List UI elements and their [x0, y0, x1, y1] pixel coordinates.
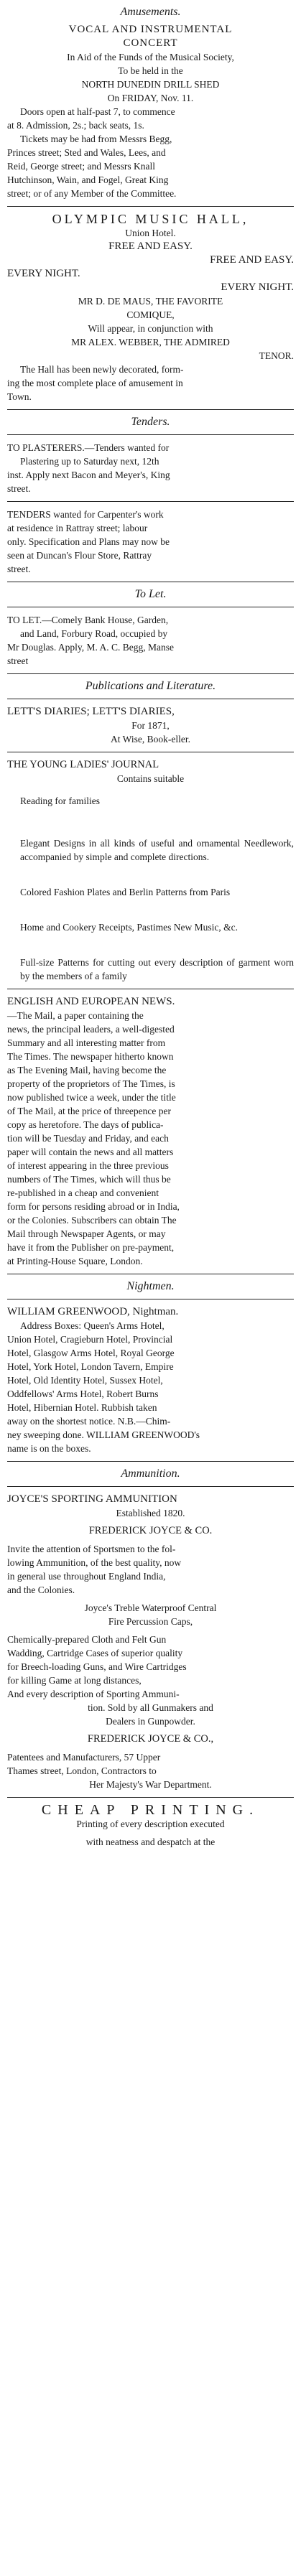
ad-line: Dealers in Gunpowder. — [106, 1716, 195, 1727]
ad-line: property of the proprietors of The Times, is — [7, 1078, 175, 1089]
music-hall-line: MR D. DE MAUS, THE FAVORITE — [78, 296, 223, 307]
section-heading-publications: Publications and Literature. — [85, 680, 216, 692]
ad-line: Plastering up to Saturday next, 12th — [20, 456, 159, 467]
concert-venue: NORTH DUNEDIN DRILL SHED — [81, 79, 220, 90]
ad-line: have it from the Publisher on pre-payment, — [7, 1242, 175, 1253]
music-hall-line: The Hall has been newly decorated, form- — [20, 364, 184, 375]
concert-line: street; or of any Member of the Committee. — [7, 188, 177, 199]
ad-line: TO PLASTERERS.—Tenders wanted for — [7, 442, 170, 453]
ad-line: at Printing-House Square, London. — [7, 1256, 143, 1266]
ad-line: of The Mail, at the price of threepence per — [7, 1106, 172, 1116]
ad-line: street. — [7, 483, 31, 494]
printing-ad — [7, 1803, 294, 1849]
journal-item: Colored Fashion Plates and Berlin Patterns from Paris — [20, 887, 231, 897]
divider — [7, 206, 294, 207]
ad-line: Mail through Newspaper Agents, or may — [7, 1228, 166, 1239]
section-heading-ammunition: Ammunition. — [121, 1467, 180, 1480]
ad-line: Union Hotel, Cragieburn Hotel, Provincial — [7, 1334, 173, 1345]
printing-title: CHEAP PRINTING. — [41, 1802, 260, 1818]
ad-line: FREDERICK JOYCE & CO., — [87, 1733, 214, 1745]
ad-line: numbers of The Times, which will thus be — [7, 1174, 171, 1185]
ad-line: at residence in Rattray street; labour — [7, 523, 148, 533]
ad-line: Patentees and Manufacturers, 57 Upper — [7, 1752, 161, 1763]
music-hall-line: COMIQUE, — [126, 309, 175, 320]
section-heading-tenders: Tenders. — [131, 416, 170, 428]
concert-line: To be held in the — [118, 65, 183, 76]
ad-line: inst. Apply next Bacon and Meyer's, King — [7, 470, 170, 480]
ad-line: Address Boxes: Queen's Arms Hotel, — [20, 1320, 165, 1331]
ad-line: Fire Percussion Caps, — [108, 1616, 193, 1627]
ad-line: ENGLISH AND EUROPEAN NEWS. — [7, 996, 175, 1007]
ad-line: And every description of Sporting Ammuni- — [7, 1689, 180, 1699]
ad-line: street — [7, 655, 29, 666]
journal-item: Elegant Designs in all kinds of useful and ornamental Needlework, accompanied by simple and complete directions. — [20, 838, 294, 862]
ad-line: with neatness and despatch at the — [85, 1837, 216, 1847]
ad-line: Hotel, Old Identity Hotel, Sussex Hotel, — [7, 1375, 163, 1386]
ad-line: away on the shortest notice. N.B.—Chim- — [7, 1416, 171, 1427]
section-heading-amusements: Amusements. — [120, 6, 181, 18]
concert-line: Hutchinson, Wain, and Fogel, Great King — [7, 174, 169, 185]
ad-line: in general use throughout England India, — [7, 1571, 166, 1582]
ad-line: street. — [7, 564, 31, 574]
ad-line: of interest appearing in the three previous — [7, 1160, 169, 1171]
ad-line: FREDERICK JOYCE & CO. — [88, 1525, 213, 1536]
ad-line: Thames street, London, Contractors to — [7, 1765, 157, 1776]
music-hall-title: OLYMPIC MUSIC HALL, — [52, 212, 249, 226]
music-hall-line: Town. — [7, 391, 32, 402]
plasterers-ad — [7, 441, 294, 495]
music-hall-line: ing the most complete place of amusement in — [7, 378, 183, 388]
ad-line: or the Colonies. Subscribers can obtain The — [7, 1215, 177, 1226]
ad-line: Established 1820. — [116, 1508, 185, 1518]
ad-line: JOYCE'S SPORTING AMMUNITION — [7, 1493, 177, 1505]
ad-line: For 1871, — [131, 720, 170, 731]
concert-date: On FRIDAY, Nov. 11. — [107, 93, 194, 103]
ad-line: LETT'S DIARIES; LETT'S DIARIES, — [7, 706, 175, 717]
divider — [7, 1797, 294, 1798]
letts-ad — [7, 705, 294, 746]
ad-line: now published twice a week, under the title — [7, 1092, 176, 1103]
ad-line: tion. Sold by all Gunmakers and — [88, 1702, 213, 1713]
ad-line: and Land, Forbury Road, occupied by — [20, 628, 168, 639]
journal-title: THE YOUNG LADIES' JOURNAL — [7, 759, 159, 770]
section-heading-to-let: To Let. — [134, 588, 167, 600]
music-hall-line: TENOR. — [259, 350, 294, 361]
concert-line: In Aid of the Funds of the Musical Society, — [67, 52, 234, 62]
music-hall-line: FREE AND EASY. — [108, 241, 193, 252]
ad-line: and the Colonies. — [7, 1585, 75, 1595]
ad-line: TO LET.—Comely Bank House, Garden, — [7, 615, 169, 625]
music-hall-line: EVERY NIGHT. — [7, 268, 80, 279]
music-hall-line: Will appear, in conjunction with — [88, 323, 213, 334]
ad-line: for killing Game at long distances, — [7, 1675, 142, 1686]
ad-line: The Times. The newspaper hitherto known — [7, 1051, 174, 1062]
concert-line: Tickets may be had from Messrs Begg, — [20, 134, 172, 144]
ad-line: Printing of every description executed — [76, 1819, 225, 1829]
journal-item: Reading for families — [20, 795, 100, 806]
divider — [7, 1486, 294, 1487]
concert-title: VOCAL AND INSTRUMENTAL — [68, 24, 233, 35]
journal-subtitle: Contains suitable — [116, 773, 185, 784]
ad-line: Her Majesty's War Department. — [89, 1779, 212, 1790]
ad-line: for Breech-loading Guns, and Wire Cartridges — [7, 1661, 187, 1672]
ad-line: paper will contain the news and all matters — [7, 1147, 174, 1157]
english-news-ad — [7, 995, 294, 1268]
concert-line: Reid, George street; and Messrs Knall — [7, 161, 155, 172]
concert-line: Doors open at half-past 7, to commence — [20, 106, 175, 117]
section-heading-nightmen: Nightmen. — [126, 1280, 175, 1292]
ad-line: Invite the attention of Sportsmen to the fol- — [7, 1544, 176, 1554]
concert-ad — [7, 23, 294, 200]
music-hall-line: Union Hotel. — [125, 228, 176, 238]
ad-line: Oddfellows' Arms Hotel, Robert Burns — [7, 1389, 159, 1399]
ad-line: Chemically-prepared Cloth and Felt Gun — [7, 1634, 167, 1645]
music-hall-line: EVERY NIGHT. — [221, 281, 294, 293]
ad-line: news, the principal leaders, a well-digested — [7, 1024, 175, 1035]
ad-line: tion will be Tuesday and Friday, and each — [7, 1133, 169, 1144]
ad-line: ney sweeping done. WILLIAM GREENWOOD's — [7, 1429, 200, 1440]
ad-line: WILLIAM GREENWOOD, Nightman. — [7, 1306, 179, 1317]
nightman-ad — [7, 1305, 294, 1455]
ad-line: only. Specification and Plans may now be — [7, 536, 170, 547]
ad-line: Hotel, Hibernian Hotel. Rubbish taken — [7, 1402, 157, 1413]
music-hall-ad — [7, 213, 294, 403]
divider — [7, 409, 294, 410]
ad-line: lowing Ammunition, of the best quality, now — [7, 1557, 182, 1568]
journal-item: Full-size Patterns for cutting out every description of garment worn by the members of a family — [20, 957, 294, 981]
divider — [7, 673, 294, 674]
divider — [7, 1461, 294, 1462]
ammunition-ad — [7, 1493, 294, 1791]
ad-line: Wadding, Cartridge Cases of superior quality — [7, 1648, 183, 1658]
ad-line: copy as heretofore. The days of publica- — [7, 1119, 164, 1130]
journal-item: Home and Cookery Receipts, Pastimes New Music, &c. — [20, 922, 238, 933]
ad-line: At Wise, Book-eller. — [111, 734, 190, 745]
ad-line: Hotel, York Hotel, London Tavern, Empire — [7, 1361, 174, 1372]
ad-line: Summary and all interesting matter from — [7, 1037, 166, 1048]
divider — [7, 501, 294, 502]
ad-line: —The Mail, a paper containing the — [7, 1010, 144, 1021]
ad-line: TENDERS wanted for Carpenter's work — [7, 509, 164, 520]
music-hall-line: FREE AND EASY. — [210, 254, 294, 266]
ad-line: form for persons residing abroad or in India, — [7, 1201, 180, 1212]
ad-line: seen at Duncan's Flour Store, Rattray — [7, 550, 152, 561]
ad-line: Hotel, Glasgow Arms Hotel, Royal George — [7, 1348, 175, 1358]
to-let-ad — [7, 613, 294, 668]
music-hall-line: MR ALEX. WEBBER, THE ADMIRED — [71, 337, 230, 347]
ad-line: name is on the boxes. — [7, 1443, 91, 1454]
divider — [7, 434, 294, 435]
concert-subtitle: CONCERT — [123, 37, 178, 49]
ad-line: Joyce's Treble Waterproof Central — [84, 1602, 217, 1613]
ad-line: as The Evening Mail, having become the — [7, 1065, 167, 1075]
journal-ad — [7, 758, 294, 983]
ad-line: re-published in a cheap and convenient — [7, 1187, 159, 1198]
carpenter-ad — [7, 508, 294, 576]
concert-line: at 8. Admission, 2s.; back seats, 1s. — [7, 120, 144, 131]
ad-line: Mr Douglas. Apply, M. A. C. Begg, Manse — [7, 642, 174, 653]
concert-line: Princes street; Sted and Wales, Lees, and — [7, 147, 166, 158]
